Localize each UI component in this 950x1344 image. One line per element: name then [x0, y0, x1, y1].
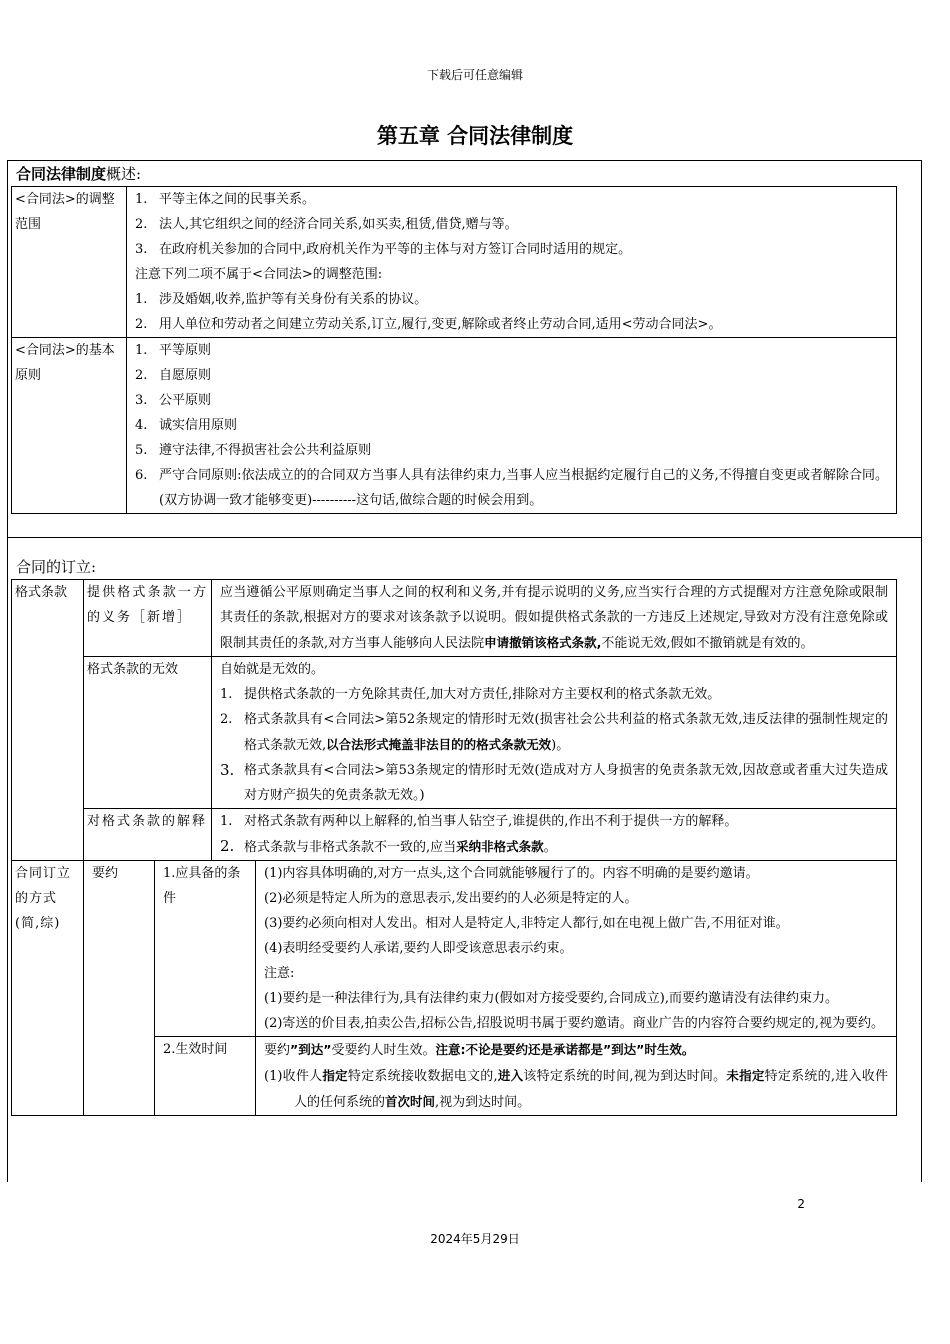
scope-note: 注意下列二项不属于<合同法>的调整范围: [135, 267, 383, 282]
list-item: 3. 公平原则 [135, 393, 212, 408]
duty-label: 提供格式条款一方的义务［新增］ [84, 580, 212, 657]
scope-content [127, 187, 897, 338]
format-label: 格式条款 [12, 580, 84, 861]
principles-row [12, 338, 897, 514]
effective-line-2: (1)收件人指定特定系统接收数据电文的,进入该特定系统的时间,视为到达时间。未指定特定系统的,进入收件人的任何系统的首次时间,视为到达时间。 [264, 1068, 888, 1110]
interpret-content [212, 809, 897, 861]
list-item: 1. 对格式条款有两种以上解释的,怕当事人钻空子,谁提供的,作出不利于提供一方的解释。 [220, 814, 738, 829]
list-item: 3. 在政府机关参加的合同中,政府机关作为平等的主体与对方签订合同时适用的规定。 [135, 242, 632, 257]
list-item: 4. 诚实信用原则 [135, 418, 238, 433]
list-item: 1. 涉及婚姻,收养,监护等有关身份有关系的协议。 [135, 292, 428, 307]
effective-label: 2.生效时间 [155, 1037, 256, 1116]
list-item: 5. 遵守法律,不得损害社会公共利益原则 [135, 443, 372, 458]
footer-date: 2024年5月29日 [430, 1232, 520, 1246]
list-item: 1. 平等原则 [135, 343, 212, 358]
formation-table [11, 579, 897, 1116]
interpret-label: 对格式条款的解释 [84, 809, 212, 861]
list-item: 2. 用人单位和劳动者之间建立劳动关系,订立,履行,变更,解除或者终止劳动合同,适用<劳动合同法>。 [135, 317, 722, 332]
divider [7, 537, 921, 538]
conditions-note: 注意: [264, 966, 295, 981]
list-item: 2. 自愿原则 [135, 368, 212, 383]
chapter-title: 第五章 合同法律制度 [376, 124, 574, 148]
condition-line: (4)表明经受要约人承诺,要约人即受该意思表示约束。 [264, 941, 573, 956]
method-label: 合同订立的方式(简,综) [12, 861, 84, 1116]
conditions-label: 1.应具备的条件 [155, 861, 256, 1037]
header-note: 下载后可任意编辑 [426, 68, 523, 82]
condition-line: (1)内容具体明确的,对方一点头,这个合同就能够履行了的。内容不明确的是要约邀请。 [264, 866, 759, 881]
principles-content [127, 338, 897, 514]
page-number: 2 [797, 1197, 805, 1211]
offer-label: 要约 [84, 861, 155, 1116]
section1-heading: 合同法律制度概述: [16, 165, 142, 183]
principles-label: <合同法>的基本原则 [12, 338, 127, 514]
section2-heading: 合同的订立: [16, 558, 97, 576]
format-invalid-row [12, 657, 897, 809]
list-item: 2. 格式条款具有<合同法>第52条规定的情形时无效(损害社会公共利益的格式条款无效,违反法律的强制性规定的格式条款无效,以合法形式掩盖非法目的的格式条款无效)。 [220, 712, 888, 753]
effective-line-1: 要约”到达”受要约人时生效。注意:不论是要约还是承诺都是”到达”时生效。 [264, 1042, 695, 1058]
condition-line: (2)必须是特定人所为的意思表示,发出要约的人必须是特定的人。 [264, 891, 638, 906]
invalid-content [212, 657, 897, 809]
list-item: 6. 严守合同原则:依法成立的的合同双方当事人具有法律约束力,当事人应当根据约定履行自己的义务,不得擅自变更或者解除合同。(双方协调一致才能够变更)----------这句话,做综合题的时候会用到。 [135, 468, 888, 508]
condition-line: (3)要约必须向相对人发出。相对人是特定人,非特定人都行,如在电视上做广告,不用征对谁。 [264, 916, 789, 931]
overview-table [11, 186, 897, 514]
list-item: 2. 法人,其它组织之间的经济合同关系,如买卖,租赁,借贷,赠与等。 [135, 217, 518, 232]
note-line: (1)要约是一种法律行为,具有法律约束力(假如对方接受要约,合同成立),而要约邀请没有法律约束力。 [264, 991, 838, 1006]
format-duty-row [12, 580, 897, 657]
duty-text: 应当遵循公平原则确定当事人之间的权利和义务,并有提示说明的义务,应当实行合理的方式提醒对方注意免除或限制其责任的条款,根据对方的要求对该条款予以说明。假如提供格式条款的一方违反上述规定,导致对方没有注意免除或限制其责任的条款,对方当事人能够向人民法院申请撤销该格式条款,不能说无效,假如不撤销就是有效的。 [212, 580, 897, 657]
scope-row [12, 187, 897, 338]
scope-label: <合同法>的调整范围 [12, 187, 127, 338]
list-item: 3. 格式条款具有<合同法>第53条规定的情形时无效(造成对方人身损害的免责条款无效,因故意或者重大过失造成对方财产损失的免责条款无效。) [220, 761, 888, 803]
invalid-intro: 自始就是无效的。 [220, 662, 325, 677]
list-item: 2. 格式条款与非格式条款不一致的,应当采纳非格式条款。 [220, 837, 557, 855]
list-item: 1. 提供格式条款的一方免除其责任,加大对方责任,排除对方主要权利的格式条款无效。 [220, 687, 721, 702]
offer-conditions-row [12, 861, 897, 1037]
invalid-label: 格式条款的无效 [84, 657, 212, 809]
note-line: (2)寄送的价目表,拍卖公告,招标公告,招股说明书属于要约邀请。商业广告的内容符合要约规定的,视为要约。 [264, 1016, 884, 1031]
format-interpret-row [12, 809, 897, 861]
list-item: 1. 平等主体之间的民事关系。 [135, 192, 316, 207]
effective-content [256, 1037, 897, 1116]
conditions-content [256, 861, 897, 1037]
